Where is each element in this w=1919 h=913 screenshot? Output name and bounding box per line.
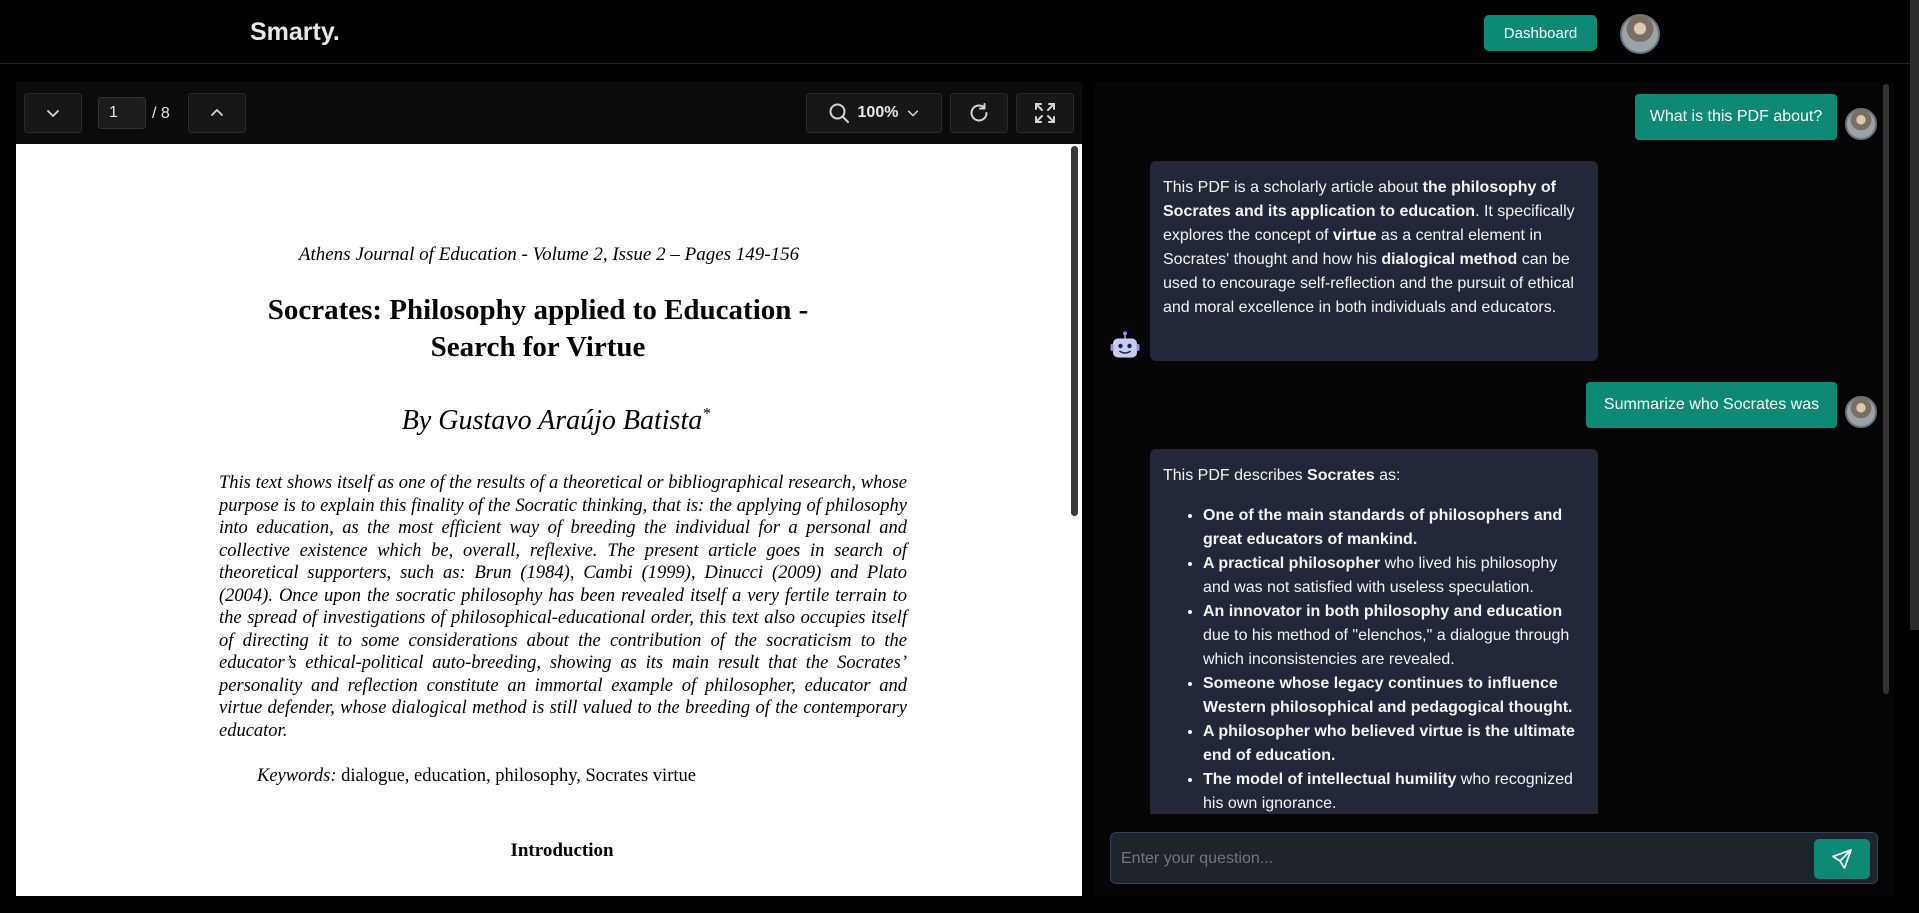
page-total: / 8 bbox=[152, 105, 170, 122]
zoom-select[interactable] bbox=[806, 93, 942, 133]
pdf-toolbar bbox=[16, 82, 1082, 144]
bot-text: as a central element in Socrates' thought and how his bbox=[1163, 227, 1542, 268]
list-item-bold: A philosopher who believed virtue is the ultimate end of education. bbox=[1203, 723, 1575, 764]
list-item bbox=[1203, 672, 1585, 720]
bot-text: can be used to encourage self-reflection and the pursuit of ethical and moral excellence in both individuals and educators. bbox=[1163, 251, 1574, 316]
bot-list bbox=[1163, 504, 1585, 814]
list-item-bold: One of the main standards of philosophers and great educators of mankind. bbox=[1203, 507, 1563, 548]
chat-input-container bbox=[1110, 832, 1878, 884]
list-item bbox=[1203, 768, 1585, 814]
dashboard-button[interactable]: Dashboard bbox=[1484, 15, 1597, 51]
chevron-up-icon bbox=[209, 105, 225, 121]
bot-intro bbox=[1163, 464, 1585, 488]
top-navbar bbox=[0, 0, 1919, 64]
user-message: What is this PDF about? bbox=[1635, 94, 1837, 140]
pdf-viewer bbox=[16, 82, 1082, 896]
list-item-bold: An innovator in both philosophy and education bbox=[1203, 603, 1563, 620]
rotate-button[interactable] bbox=[950, 93, 1008, 133]
bot-text-bold: virtue bbox=[1332, 227, 1377, 244]
page-scrollbar[interactable] bbox=[1910, 0, 1919, 630]
section-heading: Introduction bbox=[510, 840, 614, 861]
send-icon bbox=[1830, 847, 1854, 871]
list-item bbox=[1203, 552, 1585, 600]
search-icon bbox=[828, 102, 850, 124]
robot-icon bbox=[1109, 330, 1141, 362]
user-avatar bbox=[1845, 108, 1877, 140]
chat-scrollbar[interactable] bbox=[1883, 84, 1889, 694]
app-logo[interactable]: Smarty. bbox=[250, 18, 340, 46]
question-input[interactable] bbox=[1121, 845, 1781, 873]
bot-text: . It specifically explores the concept of bbox=[1163, 203, 1575, 244]
keywords-label: Keywords: bbox=[257, 766, 337, 786]
document-keywords bbox=[257, 766, 696, 787]
user-avatar bbox=[1845, 396, 1877, 428]
fullscreen-button[interactable] bbox=[1016, 93, 1074, 133]
list-item bbox=[1203, 600, 1585, 672]
list-item-bold: The model of intellectual humility bbox=[1203, 771, 1457, 788]
bot-message bbox=[1150, 161, 1598, 361]
chevron-down-icon bbox=[45, 105, 61, 121]
journal-header: Athens Journal of Education - Volume 2, Issue 2 – Pages 149-156 bbox=[298, 244, 800, 265]
pdf-scrollbar[interactable] bbox=[1071, 146, 1078, 516]
zoom-level: 100% bbox=[857, 104, 899, 121]
document-title-line2: Search for Virtue bbox=[430, 331, 646, 363]
list-item-bold: A practical philosopher bbox=[1203, 555, 1381, 572]
bot-text: This PDF describes bbox=[1163, 467, 1308, 484]
list-item-text: who recognized his own ignorance. bbox=[1203, 771, 1573, 812]
next-page-button[interactable] bbox=[188, 93, 246, 133]
list-item bbox=[1203, 720, 1585, 768]
document-title bbox=[196, 292, 880, 366]
chevron-down-icon bbox=[906, 106, 920, 120]
list-item-bold: Someone whose legacy continues to influence Western philosophical and pedagogical thought. bbox=[1203, 675, 1573, 716]
bot-text-bold: dialogical method bbox=[1381, 251, 1518, 268]
author-footnote-mark: * bbox=[702, 405, 711, 423]
pdf-page bbox=[16, 144, 1082, 896]
list-item-text: who lived his philosophy and was not satisfied with useless speculation. bbox=[1203, 555, 1558, 596]
bot-text: This PDF is a scholarly article about bbox=[1163, 179, 1423, 196]
keywords-list: dialogue, education, philosophy, Socrates virtue bbox=[341, 766, 696, 786]
page-number-input[interactable] bbox=[98, 97, 146, 129]
document-abstract: This text shows itself as one of the results of a theoretical or bibliographical research, whose purpose is to explain this finality of the Socratic thinking, that is: the applying of philosophy into education, as the most efficient way of breeding the individual for a personal and collective existence which be, overall, reflexive. The present article goes in search of theoretical supporters, such as: Brun (1984), Cambi (1999), Dinucci (2009) and Plato (2004). Once upon the socratic philosophy has been revealed itself a very fertile terrain to the spread of investigations of philosophical-educational order, this text also occupies itself of directing it to some considerations about the contribution of the socraticism to the educator’s ethical-political auto-breeding, showing as its main result that the Socrates’ personality and reflection constitute an immortal example of philosopher, educator and virtue defender, whose dialogical method is still valued to the breeding of the contemporary educator. bbox=[219, 473, 907, 741]
expand-icon bbox=[1034, 102, 1056, 124]
user-avatar[interactable] bbox=[1620, 14, 1660, 54]
list-item-text: due to his method of "elenchos," a dialogue through which inconsistencies are revealed. bbox=[1203, 627, 1570, 668]
previous-page-button[interactable] bbox=[24, 93, 82, 133]
refresh-icon bbox=[968, 102, 990, 124]
bot-text: as: bbox=[1374, 467, 1401, 484]
send-button[interactable] bbox=[1814, 839, 1870, 879]
document-title-line1: Socrates: Philosophy applied to Education - bbox=[267, 294, 809, 326]
bot-text-bold: Socrates bbox=[1307, 467, 1375, 484]
bot-message bbox=[1150, 449, 1598, 814]
author-name: By Gustavo Araújo Batista bbox=[401, 405, 703, 436]
document-author bbox=[16, 405, 1082, 437]
list-item bbox=[1203, 504, 1585, 552]
bot-text-bold: the philosophy of Socrates and its application to education bbox=[1163, 179, 1556, 220]
user-message: Summarize who Socrates was bbox=[1586, 382, 1837, 428]
